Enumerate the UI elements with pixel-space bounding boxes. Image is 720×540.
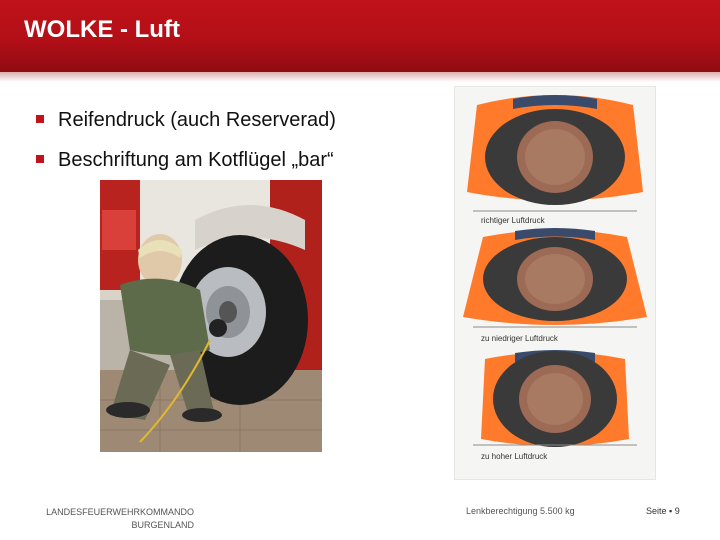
bullet-item [36,108,336,148]
bullet-text: Beschriftung am Kotflügel „bar“ [58,149,334,171]
page-separator-icon: ▪ [669,506,675,516]
title-bar [0,0,720,72]
caption-high-pressure: zu hoher Luftdruck [481,452,548,461]
tire-correct-pressure-icon [467,95,643,205]
caption-correct-pressure: richtiger Luftdruck [481,216,545,225]
footer-org-line1: LANDESFEUERWEHRKOMMANDO [46,507,194,517]
page-number [646,506,680,516]
bullet-square-icon [36,115,44,123]
footer-org-line2: BURGENLAND [131,520,194,530]
footer-license-note: Lenkberechtigung 5.500 kg [466,506,575,516]
tire-diagram-graphic [455,87,655,479]
tire-pressure-diagram [454,86,656,480]
title-bar-shadow [0,72,720,82]
page-number-value: 9 [674,506,680,516]
page-label: Seite [646,506,667,516]
footer-organization [32,506,194,532]
bullet-square-icon [36,155,44,163]
tire-low-pressure-icon [463,228,647,325]
slide-title: WOLKE - Luft [24,16,180,43]
caption-low-pressure: zu niedriger Luftdruck [481,334,558,343]
tire-high-pressure-icon [481,350,629,447]
bullet-list [36,108,336,188]
photo-illustration [100,180,322,452]
tire-pressure-check-photo [100,180,322,452]
bullet-text: Reifendruck (auch Reserverad) [58,109,336,131]
